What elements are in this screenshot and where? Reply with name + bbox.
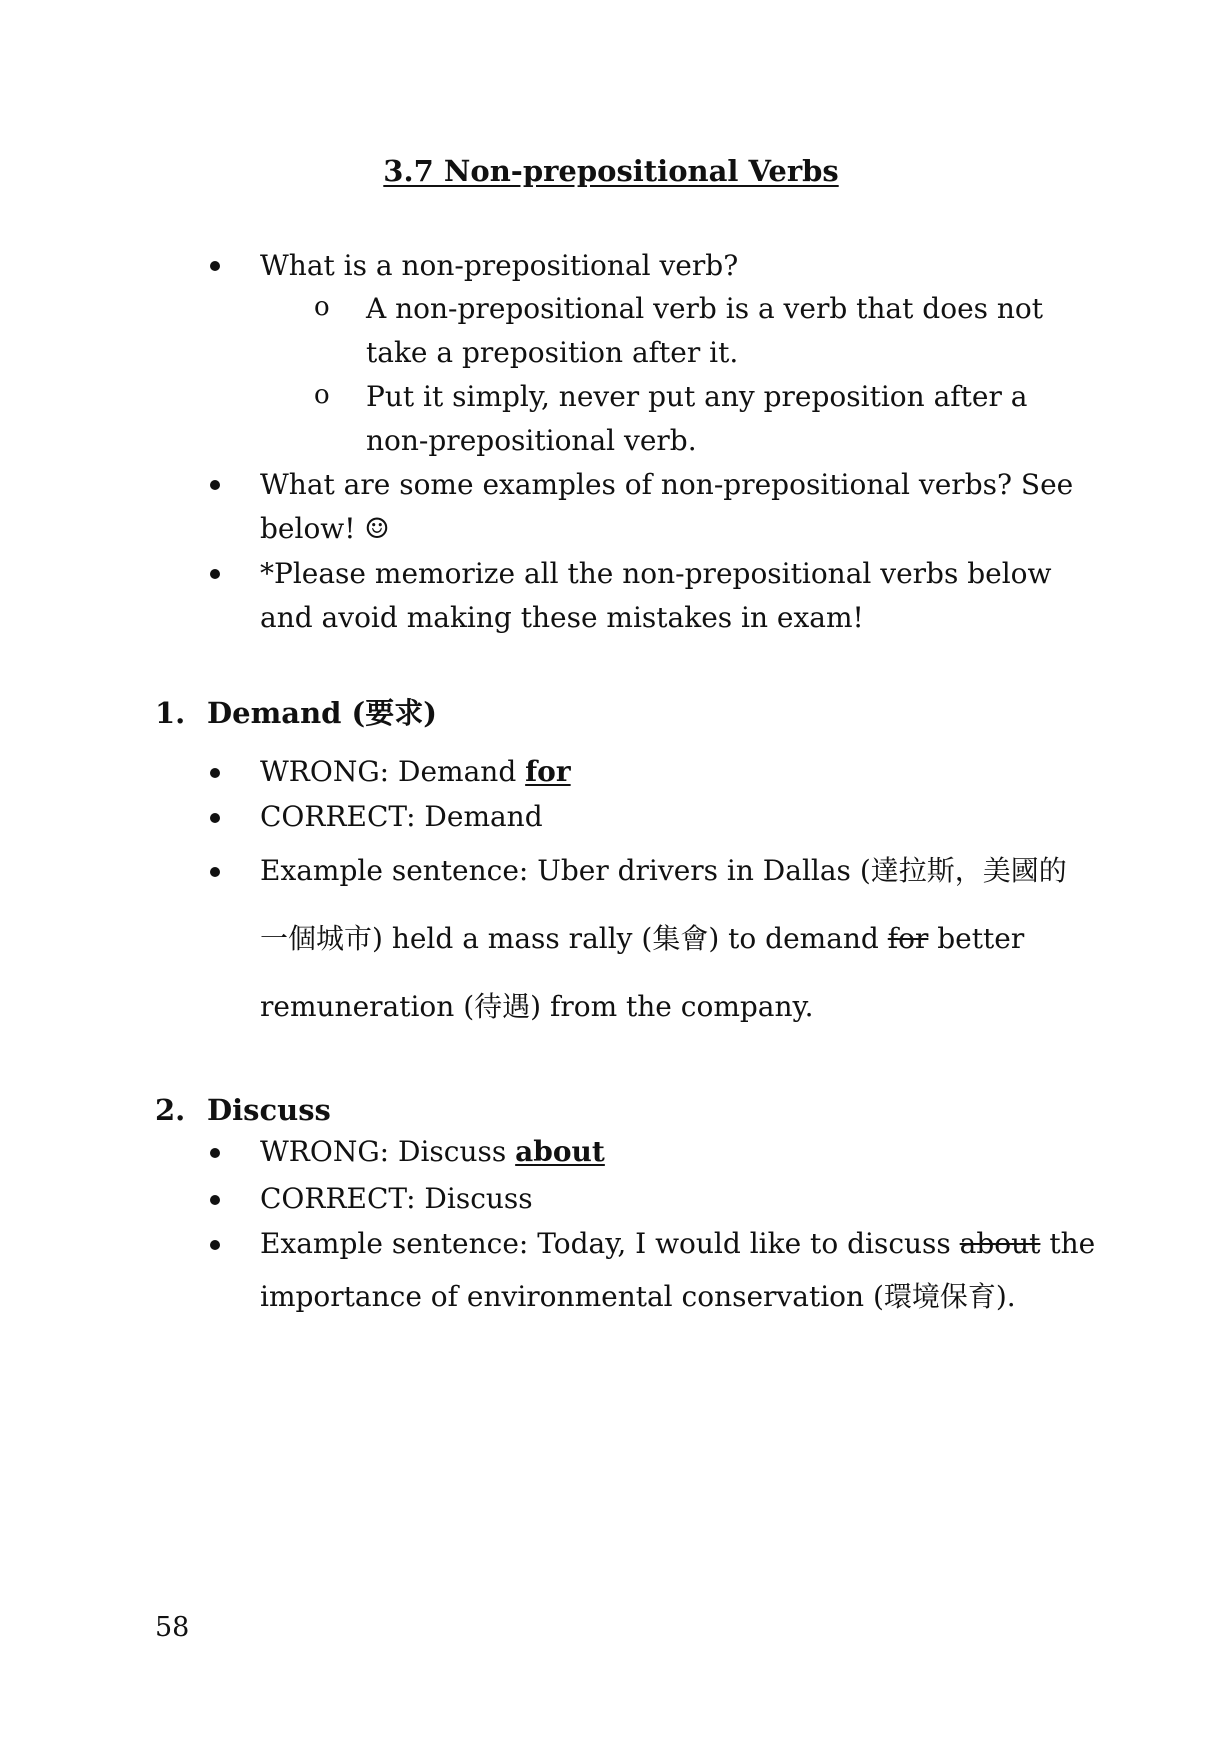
intro-question-1: What is a non-prepositional verb? <box>260 249 739 282</box>
sub-bullet-marker: o <box>314 380 330 410</box>
intro-answer-2-line-2: non-prepositional verb. <box>366 424 697 457</box>
example-sentence-line-2: importance of environmental conservation (環境保育). <box>260 1280 1016 1313</box>
struck-preposition: for <box>887 922 929 955</box>
wrong-usage-demand <box>260 755 571 788</box>
example-sentence-line-2 <box>260 922 1025 955</box>
intro-note-line-1: *Please memorize all the non-prepositional verbs below <box>260 557 1052 590</box>
section-title: 3.7 Non-prepositional Verbs <box>383 154 839 188</box>
wrong-preposition: about <box>515 1135 605 1168</box>
intro-answer-1-line-2: take a preposition after it. <box>366 336 739 369</box>
example-sentence-line-1: Example sentence: Uber drivers in Dallas (達拉斯，美國的 <box>260 854 1067 887</box>
correct-usage-demand: CORRECT: Demand <box>260 800 543 833</box>
bullet-dot <box>210 1148 220 1158</box>
example-text: 一個城市) held a mass rally (集會) to demand <box>260 922 888 955</box>
wrong-label: WRONG: Discuss <box>260 1135 516 1168</box>
section-heading-discuss: Discuss <box>207 1093 331 1127</box>
correct-usage-discuss: CORRECT: Discuss <box>260 1182 533 1215</box>
section-number: 2. <box>155 1093 186 1127</box>
intro-note-line-2: and avoid making these mistakes in exam! <box>260 601 864 634</box>
page-number: 58 <box>155 1612 190 1643</box>
bullet-dot <box>210 867 220 877</box>
intro-question-2-line-2: below! ☺ <box>260 512 390 545</box>
bullet-dot <box>210 768 220 778</box>
example-text: Example sentence: Today, I would like to discuss <box>260 1227 960 1260</box>
intro-answer-2-line-1: Put it simply, never put any preposition after a <box>366 380 1028 413</box>
struck-preposition: about <box>959 1227 1041 1260</box>
example-sentence-line-1 <box>260 1227 1096 1260</box>
sub-bullet-marker: o <box>314 292 330 322</box>
section-number: 1. <box>155 696 186 730</box>
bullet-dot <box>210 813 220 823</box>
example-text: the <box>1040 1227 1096 1260</box>
intro-answer-1-line-1: A non-prepositional verb is a verb that does not <box>366 292 1044 325</box>
example-text: better <box>928 922 1025 955</box>
wrong-preposition: for <box>525 755 571 788</box>
bullet-dot <box>210 1240 220 1250</box>
bullet-dot <box>210 1195 220 1205</box>
bullet-dot <box>210 261 220 271</box>
example-sentence-line-3: remuneration (待遇) from the company. <box>260 990 814 1023</box>
wrong-label: WRONG: Demand <box>260 755 526 788</box>
wrong-usage-discuss <box>260 1135 605 1168</box>
section-heading-demand: Demand (要求) <box>207 696 437 730</box>
bullet-dot <box>210 480 220 490</box>
intro-question-2-line-1: What are some examples of non-prepositional verbs? See <box>260 468 1074 501</box>
bullet-dot <box>210 569 220 579</box>
